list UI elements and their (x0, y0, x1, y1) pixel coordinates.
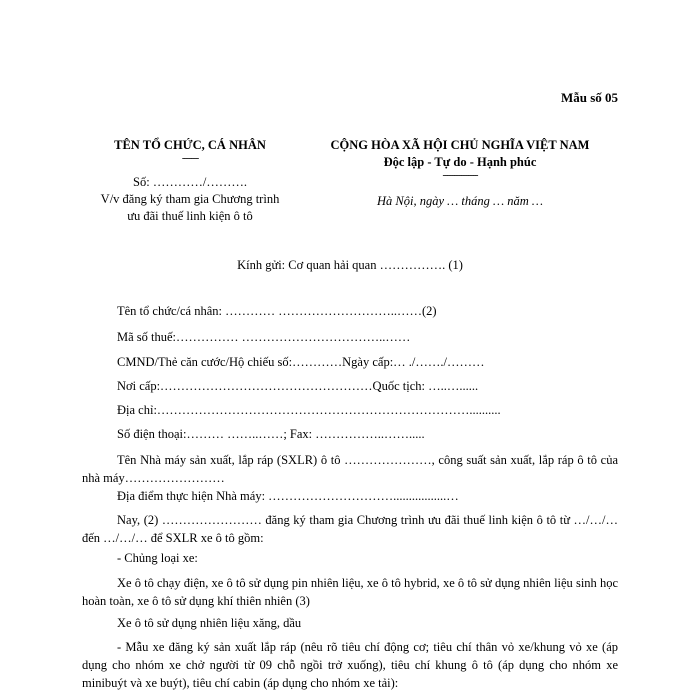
factory-location: Địa điểm thực hiện Nhà máy: ………………………….................… (117, 489, 459, 503)
organization-header (60, 137, 320, 225)
document-number: Số: …………/………. (133, 175, 247, 189)
national-header (290, 137, 630, 210)
model-paragraph: - Mẫu xe đăng ký sản xuất lắp ráp (nêu rõ tiêu chí động cơ; tiêu chí thân vỏ xe/khung vỏ xe (áp dụng cho nhóm xe chở người từ 09 chỗ ngồi trở xuống), tiêu chí khung ô tô (áp dụng cho nhóm xe minibuýt và xe buýt), tiêu chí cabin (áp dụng cho nhóm xe tải): (82, 640, 618, 690)
subject-line-2: ưu đãi thuế linh kiện ô tô (127, 209, 253, 223)
registration-paragraph: Nay, (2) …………………… đăng ký tham gia Chương trình ưu đãi thuế linh kiện ô tô từ …/…/… đến …/…/… để SXLR xe ô tô gồm: (82, 513, 618, 545)
field-phone-fax: Số điện thoại:……… ……..……; Fax: ……………..……..... (117, 427, 425, 441)
vehicle-option-fuel (117, 615, 618, 632)
subject-line-1: V/v đăng ký tham gia Chương trình (100, 192, 280, 206)
vehicle-option-electric-label: Xe ô tô chạy điện, xe ô tô sử dụng pin nhiên liệu, xe ô tô hybrid, xe ô tô sử dụng nhiên liệu sinh học hoàn toàn, xe ô tô sử dụng khí thiên nhiên (3) (82, 576, 618, 608)
field-id-number: CMND/Thẻ căn cước/Hộ chiếu số:…………Ngày cấp:… ./……./……… (117, 355, 485, 369)
factory-name-paragraph: Tên Nhà máy sản xuất, lắp ráp (SXLR) ô tô …………………, công suất sản xuất, lắp ráp ô tô của nhà máy…………………… (82, 453, 618, 485)
field-tax-code: Mã số thuế:…………… ……………………………..…… (117, 330, 411, 344)
national-separator: --------------- (442, 170, 478, 181)
vehicle-option-electric (82, 574, 618, 610)
vehicle-types-label: - Chủng loại xe: (117, 551, 198, 565)
national-title: CỘNG HÒA XÃ HỘI CHỦ NGHĨA VIỆT NAM (330, 138, 590, 152)
field-organization-name: Tên tổ chức/cá nhân: ………… ………………………..……(2) (117, 304, 437, 318)
national-motto: Độc lập - Tự do - Hạnh phúc (383, 155, 537, 169)
organization-separator: ------- (181, 153, 199, 164)
field-issue-place: Nơi cấp:……………………………………………Quốc tịch: …..…...... (117, 379, 479, 393)
recipient-line: Kính gửi: Cơ quan hải quan ……………. (1) (237, 258, 463, 272)
place-date: Hà Nội, ngày … tháng … năm … (377, 194, 543, 208)
field-address: Địa chỉ:………………………………………………………………….......... (117, 403, 501, 417)
form-number: Mẫu số 05 (560, 90, 618, 105)
vehicle-option-fuel-label: Xe ô tô sử dụng nhiên liệu xăng, dầu (117, 616, 302, 630)
organization-title: TÊN TỔ CHỨC, CÁ NHÂN (114, 138, 266, 152)
